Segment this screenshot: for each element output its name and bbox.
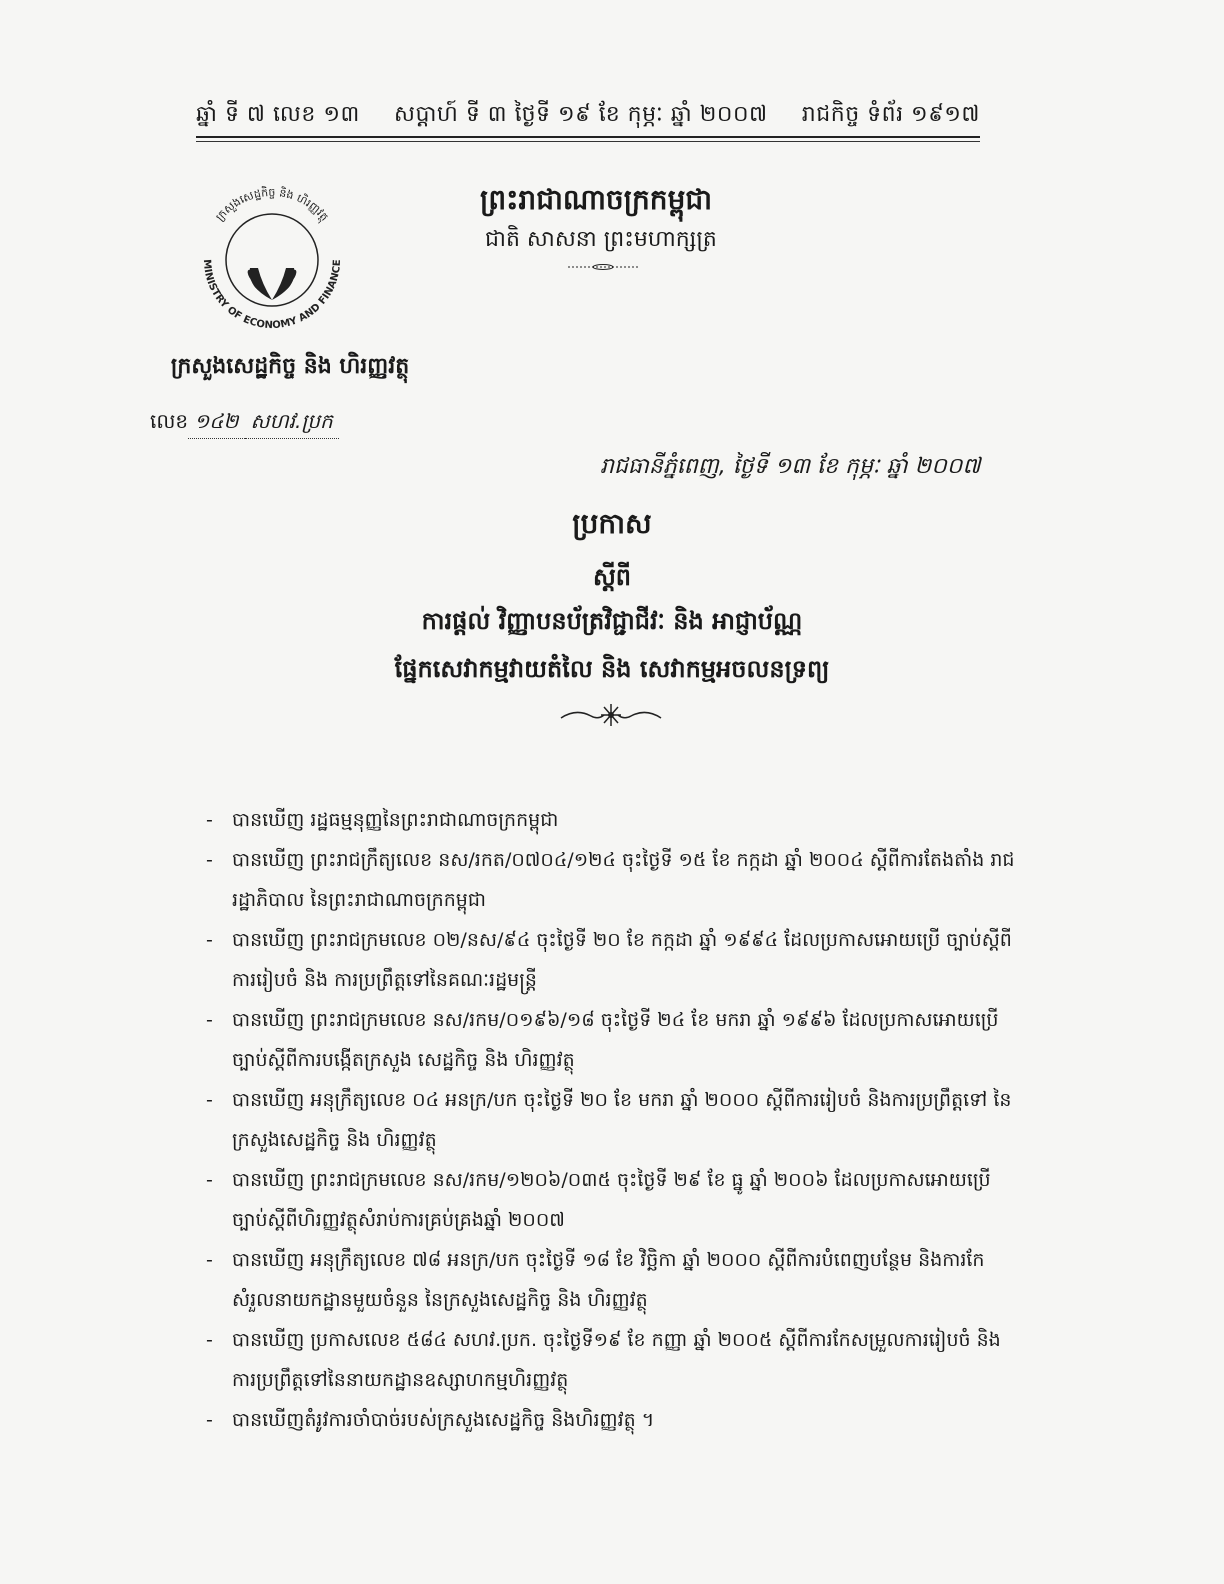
consideration-item: - បានឃើញ អនុក្រឹត្យលេខ ០៤ អនក្រ/បក ចុះថ្ងៃទី ២០ ខែ មករា ឆ្នាំ ២០០០ ស្តីពីការរៀបចំ និងការប្រព្រឹត្តទៅ នៃក្រសួងសេដ្ឋកិច្ច និង ហិរញ្ញវត្ថុ bbox=[200, 1080, 1030, 1160]
reference-suffix: សហវ.ប្រក bbox=[245, 408, 339, 439]
consideration-item: - បានឃើញ ព្រះរាជក្រមលេខ នស/រកម/១២០៦/០៣៥ ចុះថ្ងៃទី ២៩ ខែ ធ្នូ ឆ្នាំ ២០០៦ ដែលប្រកាសអោយប្រើ ច្បាប់ស្តីពីហិរញ្ញវត្ថុសំរាប់ការគ្រប់គ្រងឆ្នាំ ២០០៧ bbox=[200, 1160, 1030, 1240]
consideration-item: - បានឃើញ ប្រកាសលេខ ៥៨៤ សហវ.ប្រក. ចុះថ្ងៃទី១៩ ខែ កញ្ញា ឆ្នាំ ២០០៥ ស្តីពីការកែសម្រួលការរៀបចំ និង ការប្រព្រឹត្តទៅនៃនាយកដ្ឋានឧស្សាហកម្មហិរញ្ញវត្ថុ bbox=[200, 1320, 1030, 1400]
seal-text-top: ក្រសួងសេដ្ឋកិច្ច និង ហិរញ្ញវត្ថុ bbox=[213, 185, 331, 224]
gazette-week-date: សប្តាហ៍ ទី ៣ ថ្ងៃទី ១៩ ខែ កុម្ភៈ ឆ្នាំ ២០០៧ bbox=[394, 102, 768, 127]
svg-text:MINISTRY OF ECONOMY AND FINANC bbox=[201, 259, 343, 331]
kingdom-title: ព្រះរាជាណាចក្រកម្ពុជា bbox=[480, 183, 713, 216]
header-rule-thin bbox=[196, 141, 980, 142]
gazette-header bbox=[196, 96, 980, 136]
consideration-item: - បានឃើញ ព្រះរាជក្រឹត្យលេខ នស/រកត/០៧០៤/១២៤ ចុះថ្ងៃទី ១៥ ខែ កក្កដា ឆ្នាំ ២០០៤ ស្តីពីការតែងតាំង រាជរដ្ឋាភិបាល នៃព្រះរាជាណាចក្រកម្ពុជា bbox=[200, 840, 1030, 920]
issue-date-place: រាជធានីភ្នំពេញ, ថ្ងៃទី ១៣ ខែ កុម្ភៈ ឆ្នាំ ២០០៧ bbox=[600, 454, 981, 479]
ministry-seal-icon bbox=[188, 176, 356, 344]
national-motto: ជាតិ សាសនា ព្រះមហាក្សត្រ bbox=[485, 227, 717, 252]
svg-text:ក្រសួងសេដ្ឋកិច្ច និង ហិរញ្ញវត្ bbox=[213, 185, 331, 225]
considerations-list bbox=[200, 800, 1030, 1440]
seal-text-bottom: MINISTRY OF ECONOMY AND FINANCE bbox=[200, 259, 344, 332]
title-ornament-icon bbox=[556, 700, 666, 730]
reference-number-value: ១៤២ bbox=[188, 408, 244, 439]
ministry-name: ក្រសួងសេដ្ឋកិច្ច និង ហិរញ្ញវត្ថុ bbox=[170, 354, 410, 379]
consideration-item: - បានឃើញតំរូវការចាំបាច់របស់ក្រសួងសេដ្ឋកិច្ច និងហិរញ្ញវត្ថុ ។ bbox=[200, 1400, 1030, 1440]
consideration-item: - បានឃើញ អនុក្រឹត្យលេខ ៧៨ អនក្រ/បក ចុះថ្ងៃទី ១៨ ខែ វិច្ឆិកា ឆ្នាំ ២០០០ ស្តីពីការបំពេញបន្ថែម និងការកែ សំរួលនាយកដ្ឋានមួយចំនួន នៃក្រសួងសេដ្ឋកិច្ច និង ហិរញ្ញវត្ថុ bbox=[200, 1240, 1030, 1320]
document-about: ស្តីពី bbox=[592, 563, 632, 591]
document-subject-line-1: ការផ្តល់ វិញ្ញាបនប័ត្រវិជ្ជាជីវៈ និង អាជ្ញាប័ណ្ណ bbox=[421, 607, 803, 635]
reference-label: លេខ bbox=[150, 409, 189, 433]
motto-ornament-icon bbox=[568, 262, 638, 272]
reference-number bbox=[150, 408, 339, 439]
consideration-item: - បានឃើញ រដ្ឋធម្មនុញ្ញនៃព្រះរាជាណាចក្រកម្ពុជា bbox=[200, 800, 1030, 840]
header-rule bbox=[196, 136, 980, 138]
consideration-item: - បានឃើញ ព្រះរាជក្រមលេខ ០២/នស/៩៤ ចុះថ្ងៃទី ២០ ខែ កក្កដា ឆ្នាំ ១៩៩៤ ដែលប្រកាសអោយប្រើ ច្បាប់ស្តីពីការរៀបចំ និង ការប្រព្រឹត្តទៅនៃគណៈរដ្ឋមន្ត្រី bbox=[200, 920, 1030, 1000]
gazette-issue: ឆ្នាំ ទី ៧ លេខ ១៣ bbox=[196, 102, 360, 127]
consideration-item: - បានឃើញ ព្រះរាជក្រមលេខ នស/រកម/០១៩៦/១៨ ចុះថ្ងៃទី ២៤ ខែ មករា ឆ្នាំ ១៩៩៦ ដែលប្រកាសអោយប្រើ ច្បាប់ស្តីពីការបង្កើតក្រសួង សេដ្ឋកិច្ច និង ហិរញ្ញវត្ថុ bbox=[200, 1000, 1030, 1080]
gazette-page: រាជកិច្ច ទំព័រ ១៩១៧ bbox=[801, 102, 980, 127]
document-type: ប្រកាស bbox=[572, 507, 652, 540]
document-subject-line-2: ផ្នែកសេវាកម្មវាយតំលៃ និង សេវាកម្មអចលនទ្រព្យ bbox=[394, 655, 830, 683]
